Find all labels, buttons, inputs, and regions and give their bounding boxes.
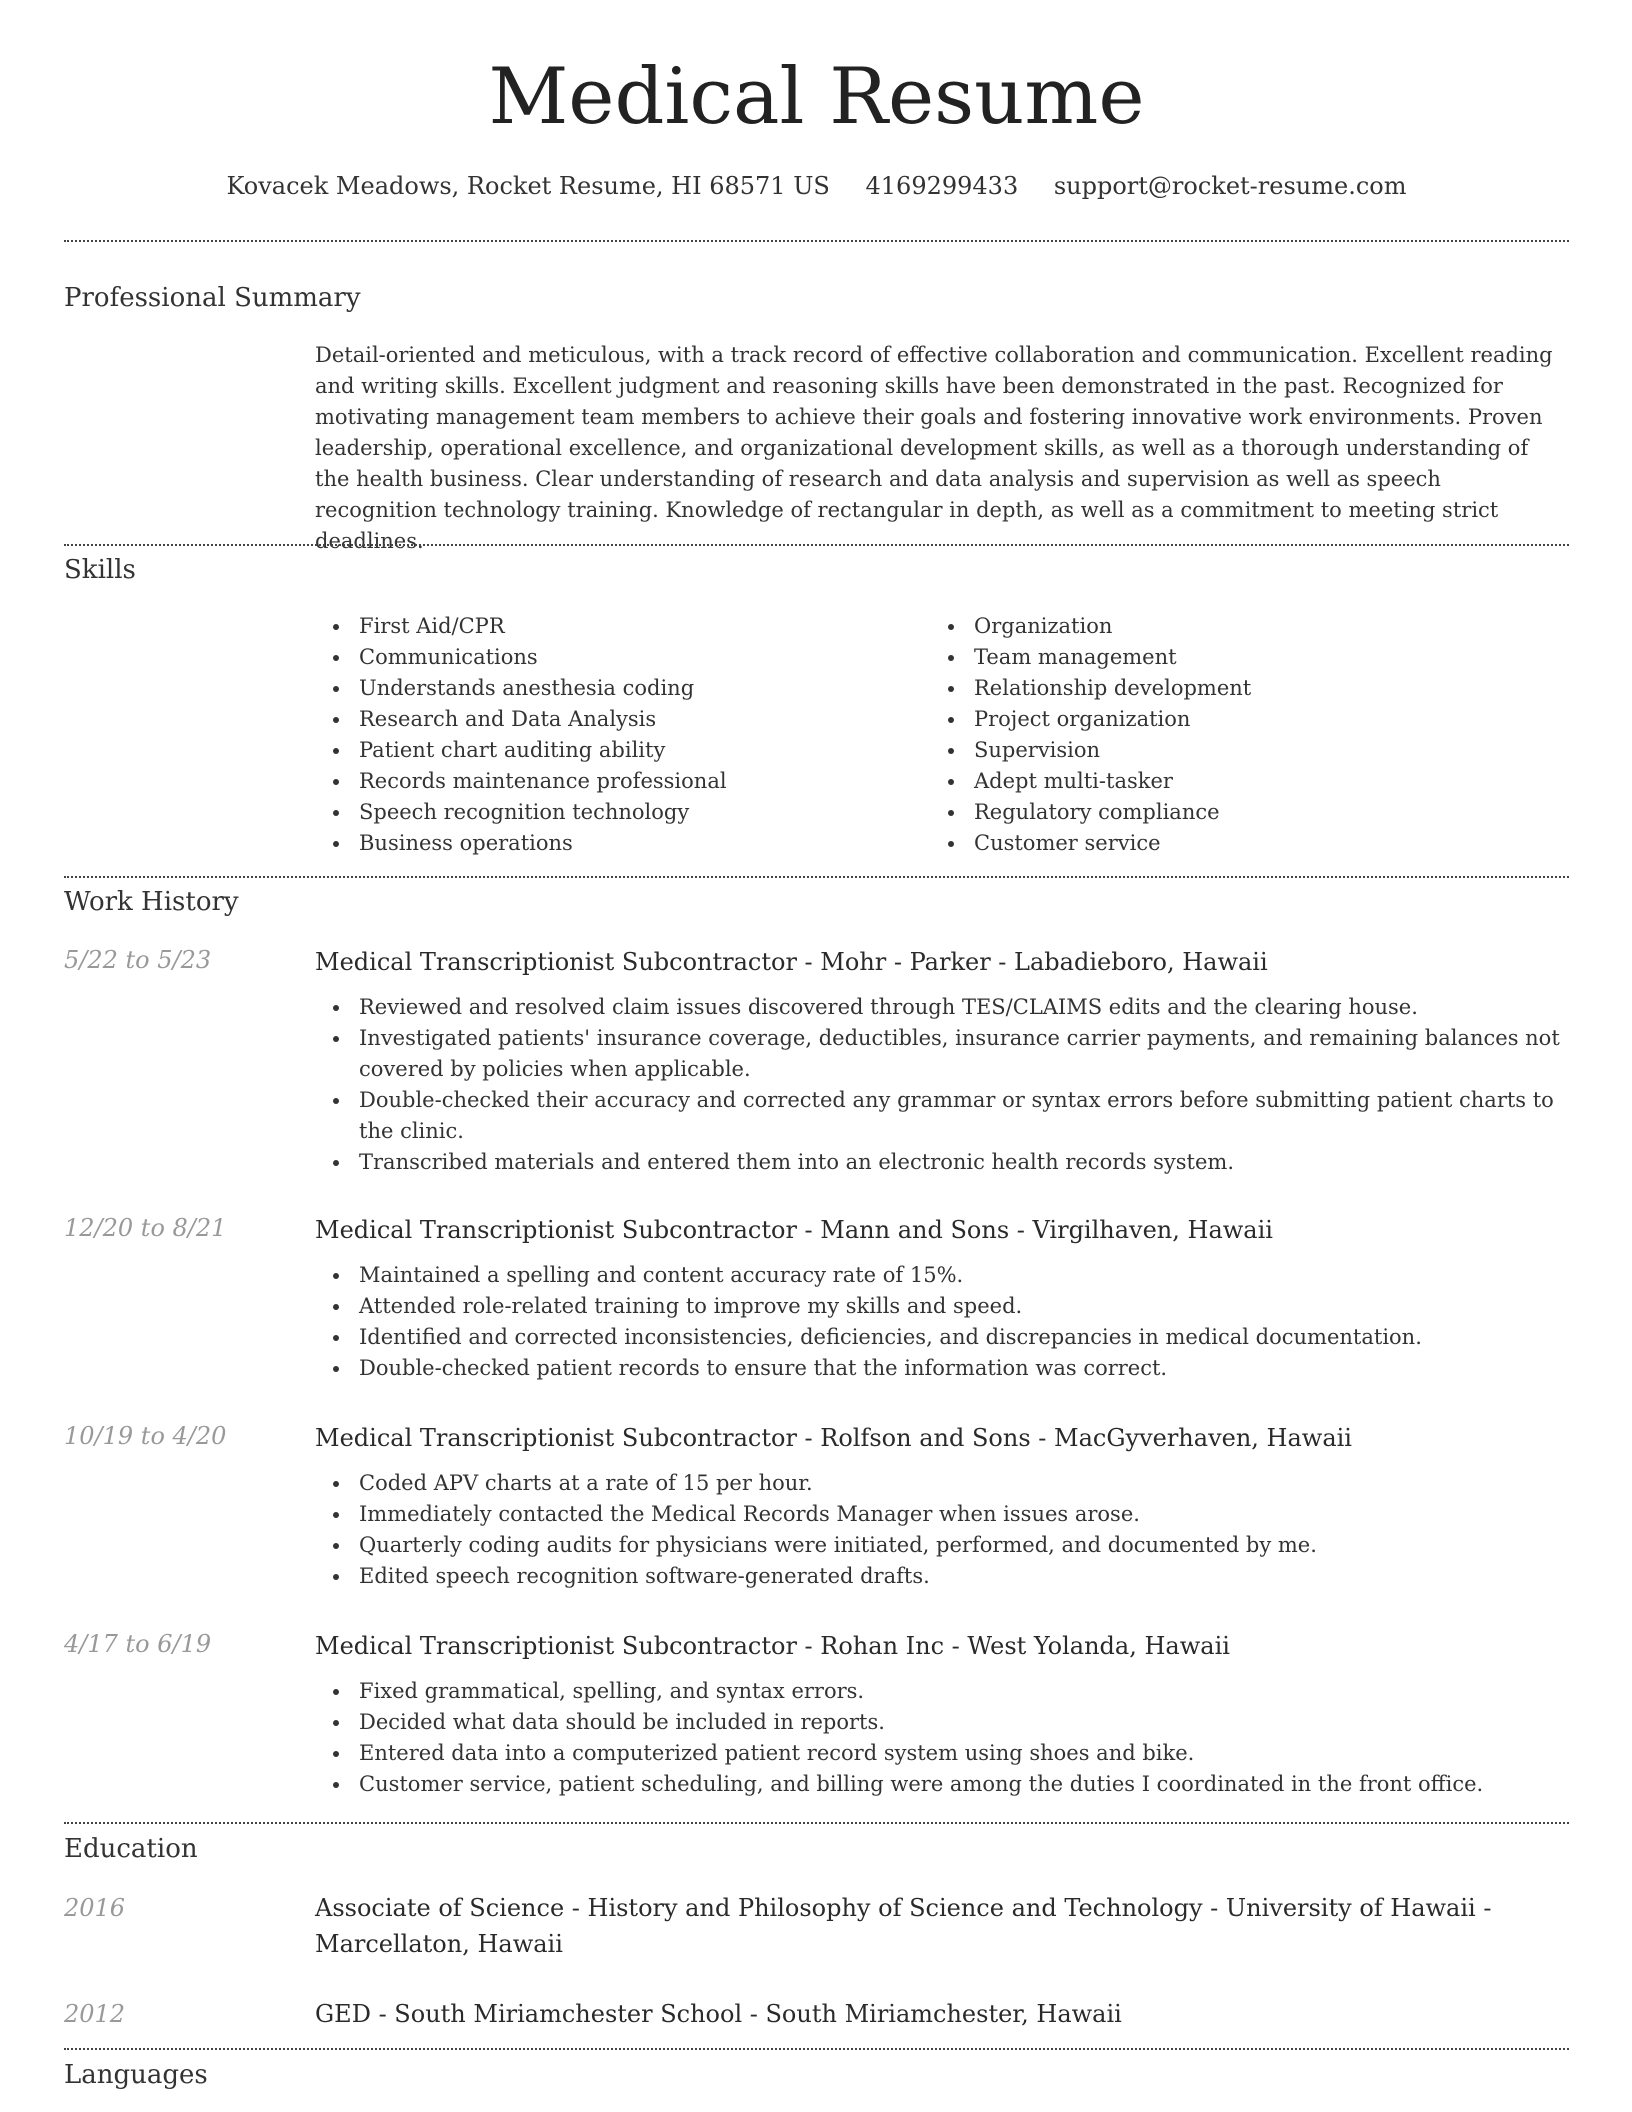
contact-line xyxy=(64,172,1569,200)
job-bullet: Customer service, patient scheduling, and billing were among the duties I coordinated in the front office. xyxy=(315,1769,1565,1800)
job-date: 5/22 to 5/23 xyxy=(64,946,212,974)
skill-item: Team management xyxy=(930,642,1510,673)
job-bullet: Identified and corrected inconsistencies, deficiencies, and discrepancies in medical documentation. xyxy=(315,1322,1565,1353)
summary-heading: Professional Summary xyxy=(64,283,361,313)
education-date: 2016 xyxy=(64,1894,126,1922)
work-heading: Work History xyxy=(64,887,239,917)
skill-item: Records maintenance professional xyxy=(315,766,895,797)
section-divider xyxy=(64,2048,1569,2050)
job-bullet: Immediately contacted the Medical Records Manager when issues arose. xyxy=(315,1499,1565,1530)
skill-item: Speech recognition technology xyxy=(315,797,895,828)
job-date: 12/20 to 8/21 xyxy=(64,1214,227,1242)
job-entry xyxy=(315,944,1565,1178)
job-entry xyxy=(315,1420,1565,1592)
education-heading: Education xyxy=(64,1834,198,1864)
skill-item: Adept multi-tasker xyxy=(930,766,1510,797)
skills-heading: Skills xyxy=(64,555,136,585)
skill-item: Supervision xyxy=(930,735,1510,766)
resume-page xyxy=(64,0,1569,2112)
job-bullet: Coded APV charts at a rate of 15 per hour. xyxy=(315,1468,1565,1499)
education-title: Associate of Science - History and Philosophy of Science and Technology - University of Hawaii - Marcellaton, Hawaii xyxy=(315,1894,1492,1958)
contact-address: Kovacek Meadows, Rocket Resume, HI 68571 US xyxy=(226,172,830,200)
job-bullet: Double-checked patient records to ensure that the information was correct. xyxy=(315,1353,1565,1384)
skill-item: First Aid/CPR xyxy=(315,611,895,642)
skills-list xyxy=(315,611,1565,861)
job-bullet: Quarterly coding audits for physicians were initiated, performed, and documented by me. xyxy=(315,1530,1565,1561)
page-title: Medical Resume xyxy=(488,52,1145,142)
education-entry xyxy=(315,1996,1565,2032)
job-bullets xyxy=(315,1260,1565,1384)
education-title: GED - South Miriamchester School - South Miriamchester, Hawaii xyxy=(315,2000,1122,2028)
job-bullet: Transcribed materials and entered them into an electronic health records system. xyxy=(315,1147,1565,1178)
job-bullets xyxy=(315,992,1565,1178)
section-divider xyxy=(64,544,1569,546)
job-bullet: Attended role-related training to improve my skills and speed. xyxy=(315,1291,1565,1322)
job-title: Medical Transcriptionist Subcontractor - Rohan Inc - West Yolanda, Hawaii xyxy=(315,1632,1230,1660)
education-date: 2012 xyxy=(64,2000,126,2028)
job-entry xyxy=(315,1628,1565,1800)
job-date: 4/17 to 6/19 xyxy=(64,1630,212,1658)
skill-item: Understands anesthesia coding xyxy=(315,673,895,704)
job-title: Medical Transcriptionist Subcontractor - Mann and Sons - Virgilhaven, Hawaii xyxy=(315,1216,1273,1244)
skill-item: Business operations xyxy=(315,828,895,859)
job-bullet: Maintained a spelling and content accuracy rate of 15%. xyxy=(315,1260,1565,1291)
job-title: Medical Transcriptionist Subcontractor - Mohr - Parker - Labadieboro, Hawaii xyxy=(315,948,1268,976)
job-entry xyxy=(315,1212,1565,1384)
skills-left-column xyxy=(315,611,895,859)
section-divider xyxy=(64,876,1569,878)
section-divider xyxy=(64,240,1569,242)
contact-email: support@rocket-resume.com xyxy=(1053,172,1407,200)
skill-item: Communications xyxy=(315,642,895,673)
job-bullets xyxy=(315,1468,1565,1592)
job-bullet: Entered data into a computerized patient record system using shoes and bike. xyxy=(315,1738,1565,1769)
skill-item: Patient chart auditing ability xyxy=(315,735,895,766)
job-bullet: Double-checked their accuracy and corrected any grammar or syntax errors before submitting patient charts to the clinic. xyxy=(315,1085,1565,1147)
job-title: Medical Transcriptionist Subcontractor - Rolfson and Sons - MacGyverhaven, Hawaii xyxy=(315,1424,1352,1452)
skill-item: Regulatory compliance xyxy=(930,797,1510,828)
skill-item: Project organization xyxy=(930,704,1510,735)
skill-item: Customer service xyxy=(930,828,1510,859)
job-bullet: Decided what data should be included in reports. xyxy=(315,1707,1565,1738)
job-bullet: Edited speech recognition software-generated drafts. xyxy=(315,1561,1565,1592)
job-bullet: Fixed grammatical, spelling, and syntax errors. xyxy=(315,1676,1565,1707)
summary-text: Detail-oriented and meticulous, with a track record of effective collaboration and communication. Excellent reading and writing skills. Excellent judgment and reasoning skills have been demonstrated in the past. Recognized for motivating management team members to achieve their goals and fostering innovative work environments. Proven leadership, operational excellence, and organizational development skills, as well as a thorough understanding of the health business. Clear understanding of research and data analysis and supervision as well as speech recognition technology training. Knowledge of rectangular in depth, as well as a commitment to meeting strict deadlines. xyxy=(315,343,1553,553)
job-date: 10/19 to 4/20 xyxy=(64,1422,227,1450)
education-entry xyxy=(315,1890,1565,1962)
languages-heading: Languages xyxy=(64,2060,208,2090)
job-bullet: Reviewed and resolved claim issues discovered through TES/CLAIMS edits and the clearing house. xyxy=(315,992,1565,1023)
skills-right-column xyxy=(930,611,1510,859)
skill-item: Organization xyxy=(930,611,1510,642)
job-bullets xyxy=(315,1676,1565,1800)
section-divider xyxy=(64,1822,1569,1824)
skill-item: Relationship development xyxy=(930,673,1510,704)
job-bullet: Investigated patients' insurance coverage, deductibles, insurance carrier payments, and remaining balances not covered by policies when applicable. xyxy=(315,1023,1565,1085)
contact-phone: 4169299433 xyxy=(865,172,1019,200)
skill-item: Research and Data Analysis xyxy=(315,704,895,735)
